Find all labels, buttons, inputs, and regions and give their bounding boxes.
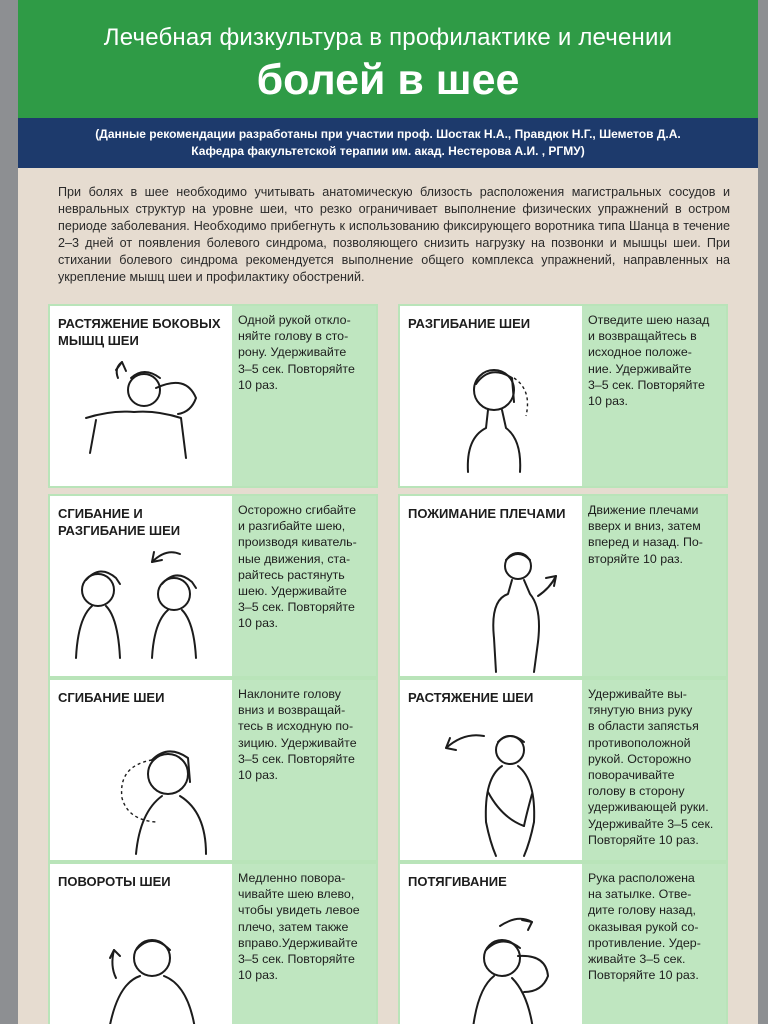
exercise-card-neck-rotation: [48, 862, 378, 1024]
exercise-title: РАСТЯЖЕНИЕ БОКОВЫХ МЫШЦ ШЕИ: [58, 316, 221, 348]
exercise-title: СГИБАНИЕ ШЕИ: [58, 690, 165, 705]
neck-stretch-figure-icon: [406, 722, 576, 858]
exercise-description: Отведите шею назад и возвращайтесь в исходное положе- ние. Удерживайте 3–5 сек. Повторяйте 10 раз.: [582, 306, 726, 486]
side-stretch-figure-icon: [56, 348, 226, 484]
exercise-description: Удерживайте вы- тянутую вниз руку в области запястья противоположной рукой. Осторожно поворачивайте голову в сторону удерживающей руки. Удерживайте 3–5 сек. Повторяйте 10 раз.: [582, 680, 726, 860]
exercise-card-side-stretch: [48, 304, 378, 488]
title-banner: [18, 0, 758, 118]
exercise-card-neck-flexion: [48, 678, 378, 862]
exercise-title: РАСТЯЖЕНИЕ ШЕИ: [408, 690, 534, 705]
exercise-title: ПОТЯГИВАНИЕ: [408, 874, 507, 889]
exercise-description: Одной рукой откло- няйте голову в сто- рону. Удерживайте 3–5 сек. Повторяйте 10 раз.: [232, 306, 376, 486]
shrug-figure-icon: [406, 538, 576, 674]
exercise-card-shrug: [398, 494, 728, 678]
neck-flexion-figure-icon: [56, 722, 226, 858]
exercise-description: Движение плечами вверх и вниз, затем вперед и назад. По- вторяйте 10 раз.: [582, 496, 726, 676]
exercise-card-neck-stretch: [398, 678, 728, 862]
exercise-title: ПОВОРОТЫ ШЕИ: [58, 874, 171, 889]
neck-extension-figure-icon: [406, 348, 576, 484]
title-line-2: болей в шее: [256, 56, 520, 104]
nodding-figure-icon: [56, 538, 226, 674]
exercise-description: Наклоните голову вниз и возвращай- тесь в исходную по- зицию. Удерживайте 3–5 сек. Повторяйте 10 раз.: [232, 680, 376, 860]
resistance-figure-icon: [406, 906, 576, 1024]
credits-line-2: Кафедра факультетской терапии им. акад. Нестерова А.И. , РГМУ): [191, 144, 585, 158]
leaflet-sheet: [18, 0, 758, 1024]
credits-line-1: (Данные рекомендации разработаны при участии проф. Шостак Н.А., Правдюк Н.Г., Шеметов Д.А.: [95, 127, 681, 141]
exercise-description: Медленно повора- чивайте шею влево, чтобы увидеть левое плечо, затем также вправо.Удерживайте 3–5 сек. Повторяйте 10 раз.: [232, 864, 376, 1024]
exercise-card-nodding: [48, 494, 378, 678]
exercise-card-neck-extension: [398, 304, 728, 488]
exercise-title: ПОЖИМАНИЕ ПЛЕЧАМИ: [408, 506, 566, 521]
exercise-description: Рука расположена на затылке. Отве- дите голову назад, оказывая рукой со- противление. Удер- живайте 3–5 сек. Повторяйте 10 раз.: [582, 864, 726, 1024]
exercise-title: СГИБАНИЕ И РАЗГИБАНИЕ ШЕИ: [58, 506, 181, 538]
exercise-title: РАЗГИБАНИЕ ШЕИ: [408, 316, 531, 331]
title-line-1: Лечебная физкультура в профилактике и лечении: [103, 24, 673, 51]
exercise-description: Осторожно сгибайте и разгибайте шею, производя киватель- ные движения, ста- райтесь растянуть шею. Удерживайте 3–5 сек. Повторяйте 10 раз.: [232, 496, 376, 676]
intro-paragraph: При болях в шее необходимо учитывать анатомическую близость расположения магистральных сосудов и невральных структур на уровне шеи, что резко ограничивает выполнение физических упражнений в остром периоде заболевания. Необходимо прибегнуть к использованию фиксирующего воротника типа Шанца в течение 2–3 дней от появления болевого синдрома, позволяющего снизить нагрузку на позвонки и мышцы шеи. При стихании болевого синдрома рекомендуется выполнение общего комплекса упражнений, направленных на укрепление мышц шеи и профилактику обострений.: [58, 185, 730, 284]
neck-rotation-figure-icon: [56, 906, 226, 1024]
credits-banner: [18, 118, 758, 168]
exercise-card-resistance: [398, 862, 728, 1024]
